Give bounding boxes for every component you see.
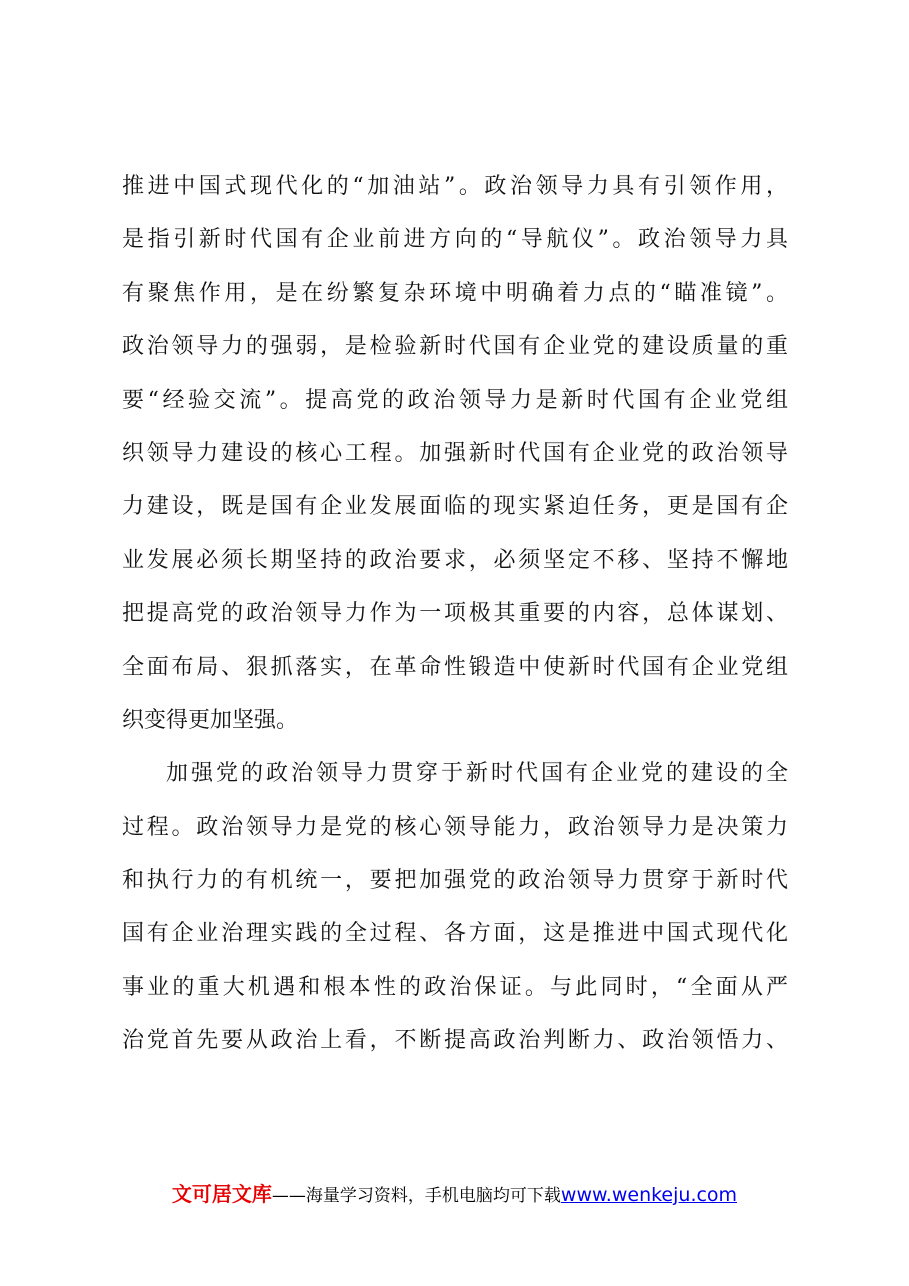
text-line: 要“经验交流”。提高党的政治领导力是新时代国有企业党组: [122, 387, 788, 413]
text-line: 和执行力的有机统一，要把加强党的政治领导力贯穿于新时代: [122, 868, 788, 894]
text-line: 业发展必须长期坚持的政治要求，必须坚定不移、坚持不懈地: [122, 547, 788, 573]
page-footer: [0, 1178, 909, 1207]
text-line: 织领导力建设的核心工程。加强新时代国有企业党的政治领导: [122, 440, 788, 466]
text-line: 治党首先要从政治上看，不断提高政治判断力、政治领悟力、: [122, 1028, 788, 1054]
text-line: 政治领导力的强弱，是检验新时代国有企业党的建设质量的重: [122, 334, 788, 360]
paragraph-1: [122, 160, 788, 747]
document-body: [122, 160, 788, 1068]
text-line: 织变得更加坚强。: [122, 707, 299, 733]
footer-brand: 文可居文库: [171, 1182, 272, 1206]
text-line: 事业的重大机遇和根本性的政治保证。与此同时，“全面从严: [122, 974, 788, 1000]
text-line: 过程。政治领导力是党的核心领导能力，政治领导力是决策力: [122, 814, 788, 840]
text-line: 有聚焦作用，是在纷繁复杂环境中明确着力点的“瞄准镜”。: [122, 280, 788, 306]
text-line: 力建设，既是国有企业发展面临的现实紧迫任务，更是国有企: [122, 494, 788, 520]
paragraph-2: [122, 747, 788, 1067]
footer-website-link[interactable]: www.wenkeju.com: [560, 1184, 738, 1206]
footer-slogan: ——海量学习资料，手机电脑均可下载: [271, 1186, 561, 1206]
text-line: 是指引新时代国有企业前进方向的“导航仪”。政治领导力具: [122, 227, 788, 253]
text-line: 全面布局、狠抓落实，在革命性锻造中使新时代国有企业党组: [122, 654, 788, 680]
text-line: 国有企业治理实践的全过程、各方面，这是推进中国式现代化: [122, 921, 788, 947]
text-line: 推进中国式现代化的“加油站”。政治领导力具有引领作用，: [122, 174, 788, 199]
text-line: 把提高党的政治领导力作为一项极其重要的内容，总体谋划、: [122, 601, 788, 627]
text-line: 加强党的政治领导力贯穿于新时代国有企业党的建设的全: [166, 761, 788, 787]
